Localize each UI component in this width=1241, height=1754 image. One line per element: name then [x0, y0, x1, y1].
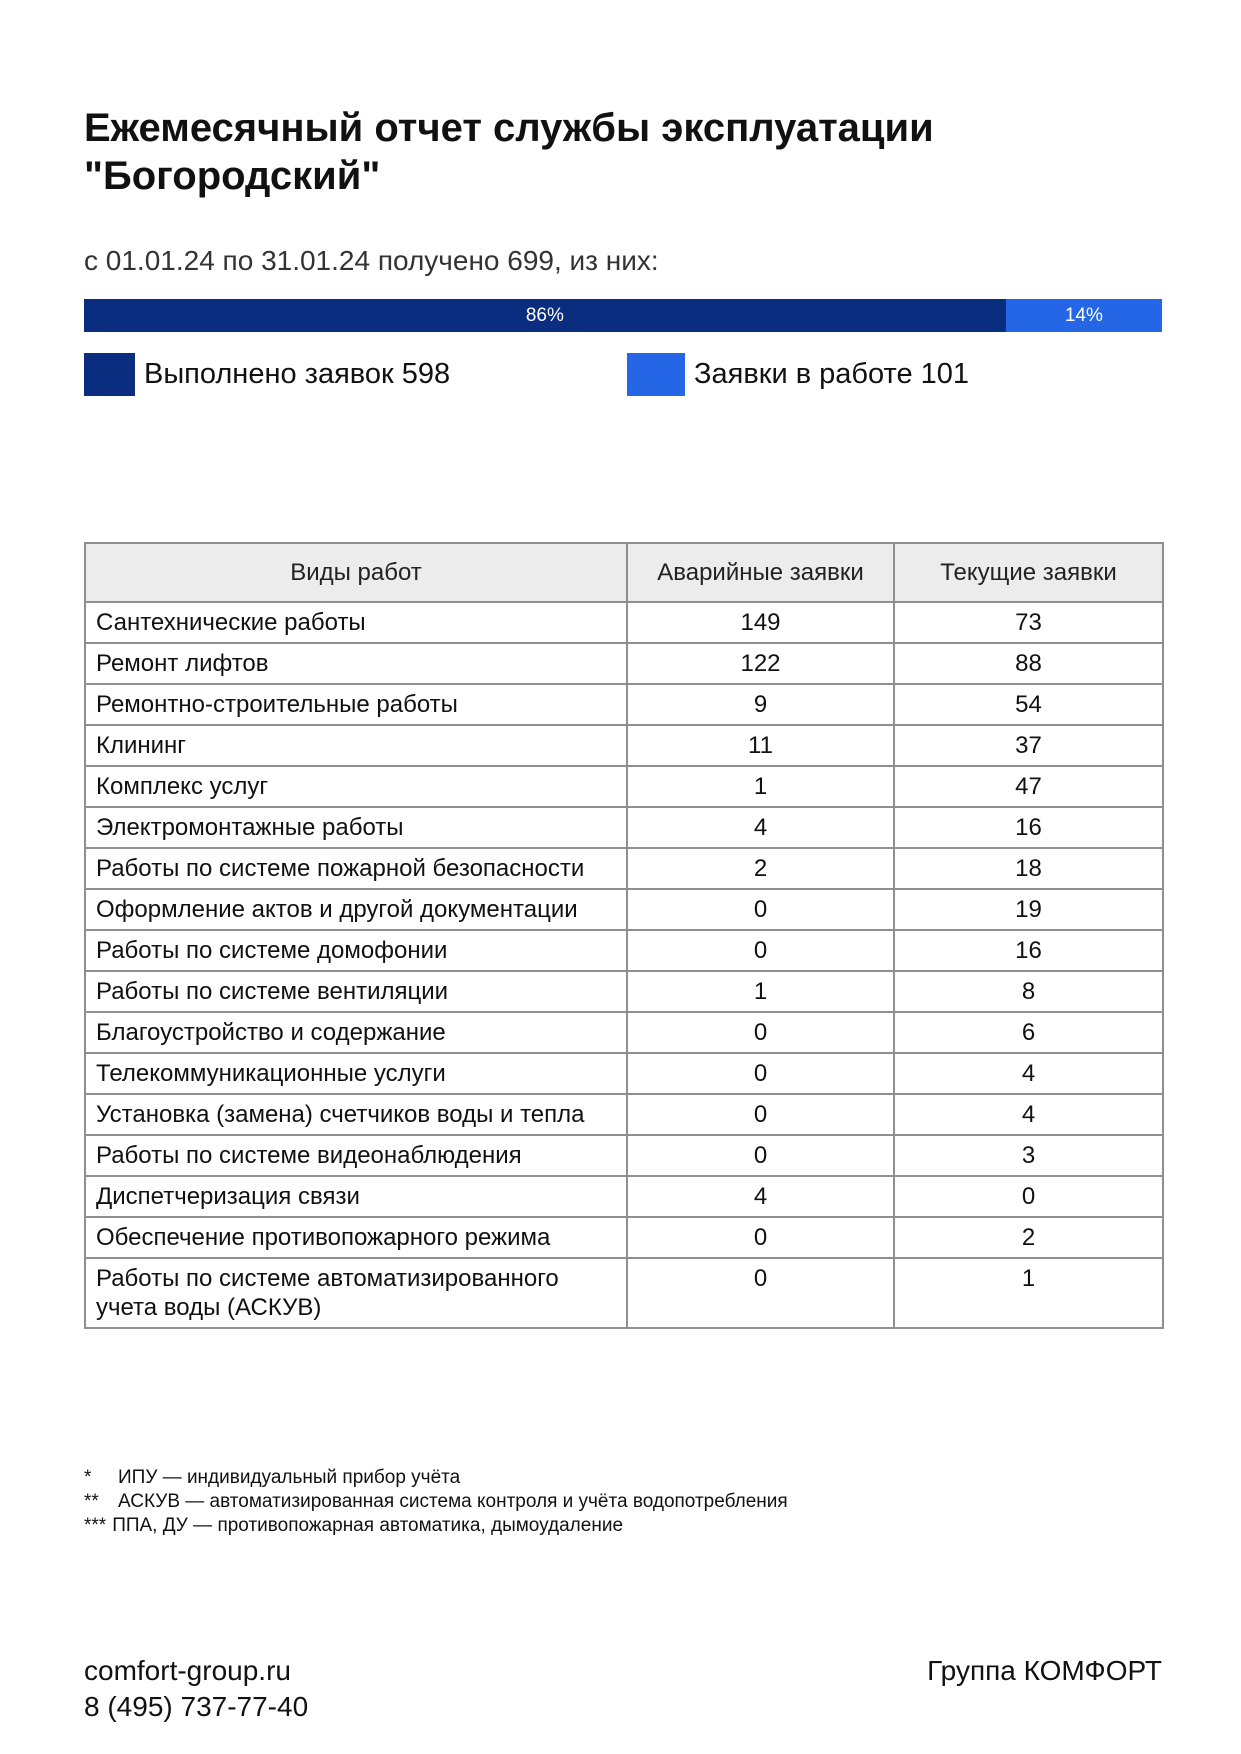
report-page — [84, 0, 1162, 1754]
legend-swatch-completed — [84, 353, 135, 396]
table-row — [85, 1012, 1163, 1053]
cell-current-count: 16 — [894, 807, 1163, 848]
cell-work-type: Работы по системе пожарной безопасности — [85, 848, 627, 889]
legend-item-in-progress — [627, 352, 969, 396]
footnote — [84, 1466, 1162, 1490]
cell-work-type: Электромонтажные работы — [85, 807, 627, 848]
table-row — [85, 889, 1163, 930]
cell-current-count: 4 — [894, 1053, 1163, 1094]
cell-work-type: Ремонт лифтов — [85, 643, 627, 684]
footnote-text: ИПУ — индивидуальный прибор учёта — [118, 1467, 461, 1488]
table-row — [85, 971, 1163, 1012]
table-row — [85, 1176, 1163, 1217]
cell-current-count: 4 — [894, 1094, 1163, 1135]
table-row — [85, 807, 1163, 848]
legend-label-completed: Выполнено заявок 598 — [144, 357, 451, 390]
footnote — [84, 1490, 1162, 1514]
cell-emergency-count: 1 — [627, 766, 894, 807]
cell-current-count: 3 — [894, 1135, 1163, 1176]
table-row — [85, 1217, 1163, 1258]
table-row — [85, 848, 1163, 889]
legend-swatch-in-progress — [627, 353, 685, 396]
cell-work-type: Сантехнические работы — [85, 602, 627, 643]
table-row — [85, 1094, 1163, 1135]
footnote-mark: *** — [84, 1515, 107, 1536]
table-row — [85, 930, 1163, 971]
cell-work-type: Установка (замена) счетчиков воды и тепла — [85, 1094, 627, 1135]
cell-emergency-count: 0 — [627, 889, 894, 930]
cell-emergency-count: 0 — [627, 1258, 894, 1328]
cell-work-type: Диспетчеризация связи — [85, 1176, 627, 1217]
progress-legend — [84, 352, 1162, 396]
bar-segment-in-progress: 14% — [1006, 299, 1162, 332]
cell-emergency-count: 9 — [627, 684, 894, 725]
footnote-text: АСКУВ — автоматизированная система контроля и учёта водопотребления — [118, 1491, 788, 1512]
cell-emergency-count: 0 — [627, 930, 894, 971]
cell-current-count: 2 — [894, 1217, 1163, 1258]
table-row — [85, 725, 1163, 766]
cell-emergency-count: 149 — [627, 602, 894, 643]
footnote-mark: * — [84, 1467, 92, 1488]
footnotes — [84, 1466, 1162, 1538]
table-row — [85, 766, 1163, 807]
bar-segment-completed: 86% — [84, 299, 1006, 332]
table-row — [85, 1053, 1163, 1094]
cell-emergency-count: 0 — [627, 1012, 894, 1053]
cell-current-count: 8 — [894, 971, 1163, 1012]
work-types-table — [84, 542, 1164, 1329]
cell-current-count: 18 — [894, 848, 1163, 889]
cell-emergency-count: 1 — [627, 971, 894, 1012]
cell-emergency-count: 0 — [627, 1135, 894, 1176]
cell-work-type: Благоустройство и содержание — [85, 1012, 627, 1053]
cell-current-count: 73 — [894, 602, 1163, 643]
cell-current-count: 37 — [894, 725, 1163, 766]
cell-current-count: 54 — [894, 684, 1163, 725]
cell-emergency-count: 0 — [627, 1094, 894, 1135]
cell-work-type: Телекоммуникационные услуги — [85, 1053, 627, 1094]
cell-work-type: Работы по системе вентиляции — [85, 971, 627, 1012]
cell-current-count: 0 — [894, 1176, 1163, 1217]
legend-item-completed — [84, 352, 450, 396]
footer-contacts — [84, 1653, 308, 1725]
cell-work-type: Работы по системе видеонаблюдения — [85, 1135, 627, 1176]
cell-emergency-count: 4 — [627, 807, 894, 848]
table-row — [85, 1258, 1163, 1328]
cell-current-count: 16 — [894, 930, 1163, 971]
footer-company: Группа КОМФОРТ — [927, 1655, 1162, 1686]
footer-website[interactable]: comfort-group.ru — [84, 1655, 291, 1686]
cell-emergency-count: 2 — [627, 848, 894, 889]
cell-emergency-count: 122 — [627, 643, 894, 684]
page-title: Ежемесячный отчет службы эксплуатации "Богородский" — [84, 106, 934, 198]
cell-work-type: Обеспечение противопожарного режима — [85, 1217, 627, 1258]
table-body — [85, 602, 1163, 1328]
table-row — [85, 602, 1163, 643]
footer-phone: 8 (495) 737-77-40 — [84, 1691, 309, 1722]
cell-current-count: 88 — [894, 643, 1163, 684]
cell-work-type: Работы по системе домофонии — [85, 930, 627, 971]
table-row — [85, 643, 1163, 684]
cell-current-count: 47 — [894, 766, 1163, 807]
table-header-row — [85, 543, 1163, 602]
cell-work-type: Работы по системе автоматизированного учета воды (АСКУВ) — [85, 1258, 627, 1328]
cell-current-count: 6 — [894, 1012, 1163, 1053]
header-work-type: Виды работ — [85, 543, 627, 602]
requests-progress-bar — [84, 299, 1162, 332]
header-emergency: Аварийные заявки — [627, 543, 894, 602]
footnote-mark: ** — [84, 1491, 99, 1512]
cell-work-type: Клининг — [85, 725, 627, 766]
footnote — [84, 1514, 1162, 1538]
report-period: с 01.01.24 по 31.01.24 получено 699, из них: — [84, 245, 659, 276]
cell-current-count: 19 — [894, 889, 1163, 930]
cell-emergency-count: 0 — [627, 1053, 894, 1094]
cell-emergency-count: 0 — [627, 1217, 894, 1258]
cell-work-type: Ремонтно-строительные работы — [85, 684, 627, 725]
header-current: Текущие заявки — [894, 543, 1163, 602]
table-row — [85, 1135, 1163, 1176]
cell-emergency-count: 11 — [627, 725, 894, 766]
table-row — [85, 684, 1163, 725]
cell-work-type: Оформление актов и другой документации — [85, 889, 627, 930]
cell-current-count: 1 — [894, 1258, 1163, 1328]
footnote-text: ППА, ДУ — противопожарная автоматика, дымоудаление — [112, 1515, 624, 1536]
legend-label-in-progress: Заявки в работе 101 — [694, 357, 970, 390]
cell-emergency-count: 4 — [627, 1176, 894, 1217]
cell-work-type: Комплекс услуг — [85, 766, 627, 807]
